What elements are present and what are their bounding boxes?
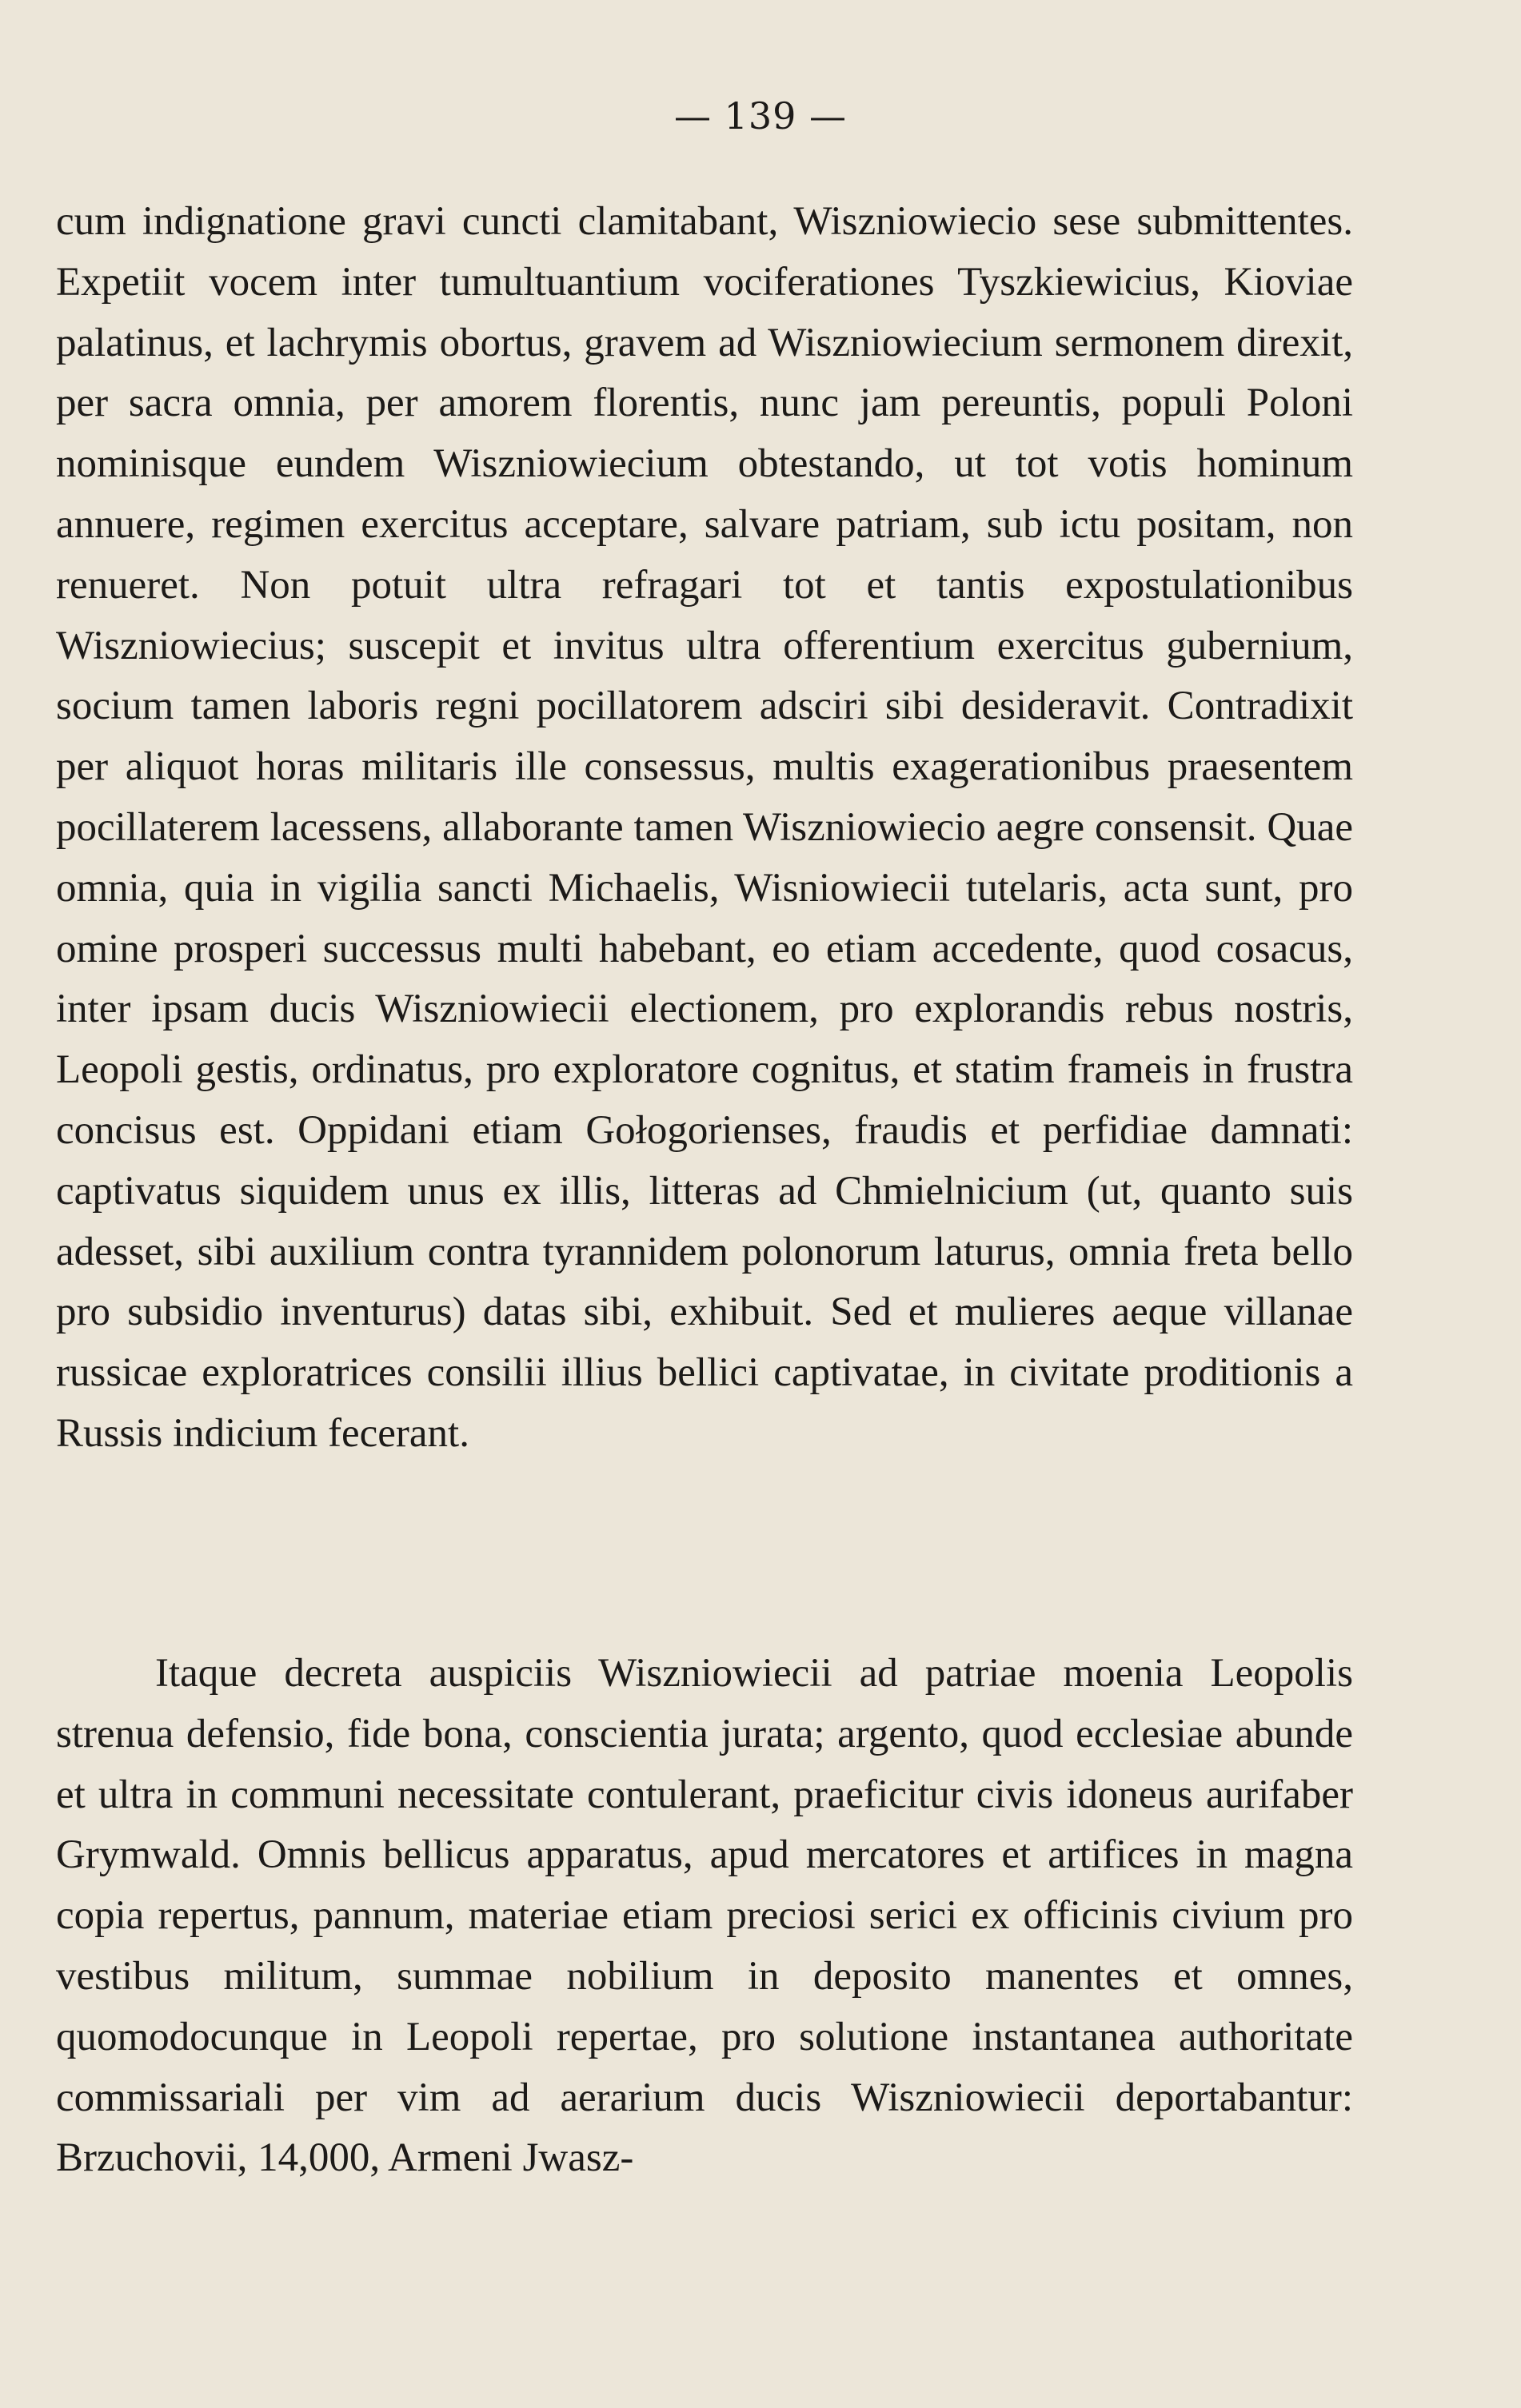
body-paragraph-1: cum indignatione gravi cuncti clamitabant, Wiszniowiecio sese submittentes. Expetiit vocem inter tumultuantium vociferationes Tyszkiewicius, Kioviae palatinus, et lachrymis obortus, gravem ad Wiszniowiecium sermonem direxit, per sacra omnia, per amorem florentis, nunc jam pereuntis, populi Poloni nominisque eundem Wiszniowiecium obtestando, ut tot votis hominum annuere, regimen exercitus acceptare, salvare patriam, sub ictu positam, non renueret. Non potuit ultra refragari tot et tantis expostulationibus Wiszniowiecius; suscepit et invitus ultra offerentium exercitus gubernium, socium tamen laboris regni pocillatorem adsciri sibi desideravit. Contradixit per aliquot horas militaris ille consessus, multis exagerationibus praesentem pocillaterem lacessens, allaborante tamen Wiszniowiecio aegre consensit. Quae omnia, quia in vigilia sancti Michaelis, Wisniowiecii tutelaris, acta sunt, pro omine prosperi successus multi habebant, eo etiam accedente, quod cosacus, inter ipsam ducis Wiszniowiecii electionem, pro explorandis rebus nostris, Leopoli gestis, ordinatus, pro exploratore cognitus, et statim frameis in frustra concisus est. Oppidani etiam Gołogorienses, fraudis et perfidiae damnati: captivatus siquidem unus ex illis, litteras ad Chmielnicium (ut, quanto suis adesset, sibi auxilium contra tyrannidem polonorum laturus, omnia freta bello pro subsidio inventurus) datas sibi, exhibuit. Sed et mulieres aeque villanae russicae exploratrices consilii illius bellici captivatae, in civitate proditionis a Russis indicium fecerant. — [56, 199, 1353, 1456]
body-paragraph-2: Itaque decreta auspiciis Wiszniowiecii ad patriae moenia Leopolis strenua defensio, fide bona, conscientia jurata; argento, quod ecclesiae abunde et ultra in communi necessitate contulerant, praeficitur civis idoneus aurifaber Grymwald. Omnis bellicus apparatus, apud mercatores et artifices in magna copia repertus, pannum, materiae etiam preciosi serici ex officinis civium pro vestibus militum, summae nobilium in deposito manentes et omnes, quomodocunque in Leopoli repertae, pro solutione instantanea authoritate commissariali per vim ad aerarium ducis Wiszniowiecii deportabantur: Brzuchovii, 14,000, Armeni Jwasz- — [56, 1651, 1353, 2181]
page-number: — 139 — — [673, 94, 848, 138]
